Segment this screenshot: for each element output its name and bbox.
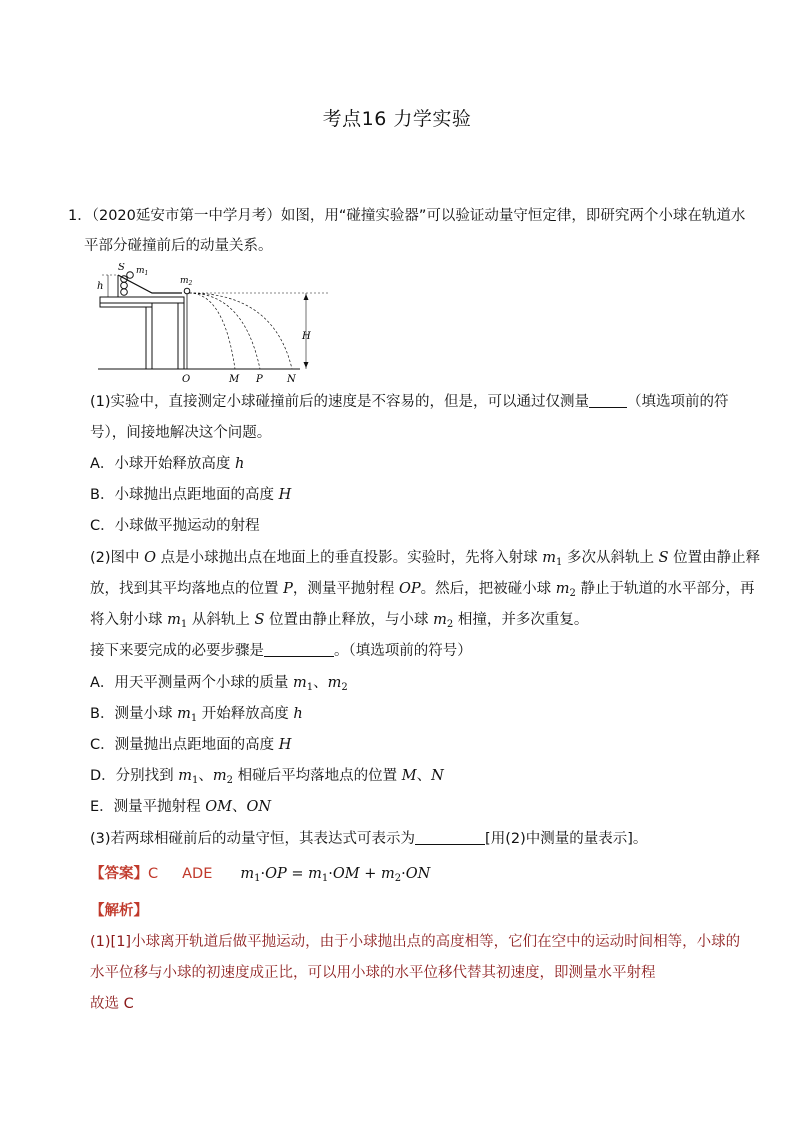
analysis-tag: 【解析】 bbox=[90, 903, 148, 919]
label-H: H bbox=[302, 331, 311, 342]
trajectory-P bbox=[189, 293, 260, 369]
part2-option-e: E．测量平抛射程 OM、ON bbox=[90, 799, 272, 815]
analysis-line-1: (1)[1]小球离开轨道后做平抛运动，由于小球抛出点的高度相等，它们在空中的运动时间相等，小球的 bbox=[90, 934, 741, 950]
collision-apparatus-figure bbox=[94, 263, 334, 387]
part2-option-a: A．用天平测量两个小球的质量 $m_1$、$m_2$ bbox=[90, 675, 348, 693]
part1-option-c: C．小球做平抛运动的射程 bbox=[90, 518, 260, 534]
analysis-line-3: 故选 C bbox=[90, 996, 134, 1012]
table-top bbox=[100, 297, 184, 303]
table-base bbox=[100, 303, 152, 307]
ball-m2 bbox=[184, 288, 190, 294]
part2-option-d: D．分别找到 $m_1$、$m_2$ 相碰后平均落地点的位置 M、N bbox=[90, 768, 444, 786]
label-M: M bbox=[229, 374, 240, 385]
ball-m1 bbox=[127, 272, 134, 279]
answer-tag: 【答案】 bbox=[90, 866, 148, 882]
label-h: h bbox=[97, 281, 104, 292]
question-intro-line-2: 平部分碰撞前后的动量关系。 bbox=[84, 238, 273, 254]
part2-line-1: (2)图中 O 点是小球抛出点在地面上的垂直投影。实验时，先将入射球 $m_1$ 多次从斜轨上 S 位置由静止释 bbox=[90, 550, 761, 568]
label-O: O bbox=[182, 374, 191, 385]
part1-option-a: A．小球开始释放高度 h bbox=[90, 456, 245, 472]
part1-line-2: 号），间接地解决这个问题。 bbox=[90, 425, 272, 441]
page-title: 考点16 力学实验 bbox=[322, 108, 472, 130]
trajectory-M bbox=[189, 293, 235, 369]
part2-line-2: 放，找到其平均落地点的位置 P，测量平抛射程 OP。然后，把被碰小球 $m_2$ 静止于轨道的水平部分，再 bbox=[90, 581, 755, 599]
answer-part-2: ADE bbox=[182, 866, 213, 882]
question-intro-line-1: 1．（2020延安市第一中学月考）如图，用“碰撞实验器”可以验证动量守恒定律，即研究两个小球在轨道水 bbox=[68, 208, 746, 224]
label-m1: $m_1$ bbox=[136, 266, 149, 277]
answer-part-1: C bbox=[148, 866, 159, 882]
label-m2: $m_2$ bbox=[180, 276, 193, 287]
part1-option-b: B．小球抛出点距地面的高度 H bbox=[90, 487, 292, 503]
part3-line: (3)若两球相碰前后的动量守恒，其表达式可表示为 [用(2)中测量的量表示]。 bbox=[90, 831, 648, 847]
part2-line-3: 将入射小球 $m_1$ 从斜轨上 S 位置由静止释放，与小球 $m_2$ 相撞，并多次重复。 bbox=[90, 612, 589, 630]
answer-line bbox=[90, 864, 430, 889]
part2-option-b: B．测量小球 $m_1$ 开始释放高度 h bbox=[90, 706, 303, 724]
trajectory-N bbox=[189, 293, 292, 369]
part2-option-c: C．测量抛出点距地面的高度 H bbox=[90, 737, 292, 753]
analysis-line-2: 水平位移与小球的初速度成正比，可以用小球的水平位移代替其初速度，即测量水平射程 bbox=[90, 965, 656, 981]
label-N: N bbox=[287, 374, 296, 385]
answer-formula: $m_1\cdot OP = m_1\cdot OM + m_2\cdot ON$ bbox=[240, 866, 431, 884]
label-P: P bbox=[256, 374, 263, 385]
question-number: 1． bbox=[68, 208, 92, 224]
answer-blank-2 bbox=[264, 642, 334, 657]
answer-blank-1 bbox=[589, 393, 627, 408]
part2-line-4: 接下来要完成的必要步骤是 。（填选项前的符号） bbox=[90, 643, 472, 659]
answer-blank-3 bbox=[415, 830, 485, 845]
label-S: S bbox=[118, 263, 125, 273]
part1-line-1: (1)实验中，直接测定小球碰撞前后的速度是不容易的，但是，可以通过仅测量 （填选项前的符 bbox=[90, 394, 729, 410]
